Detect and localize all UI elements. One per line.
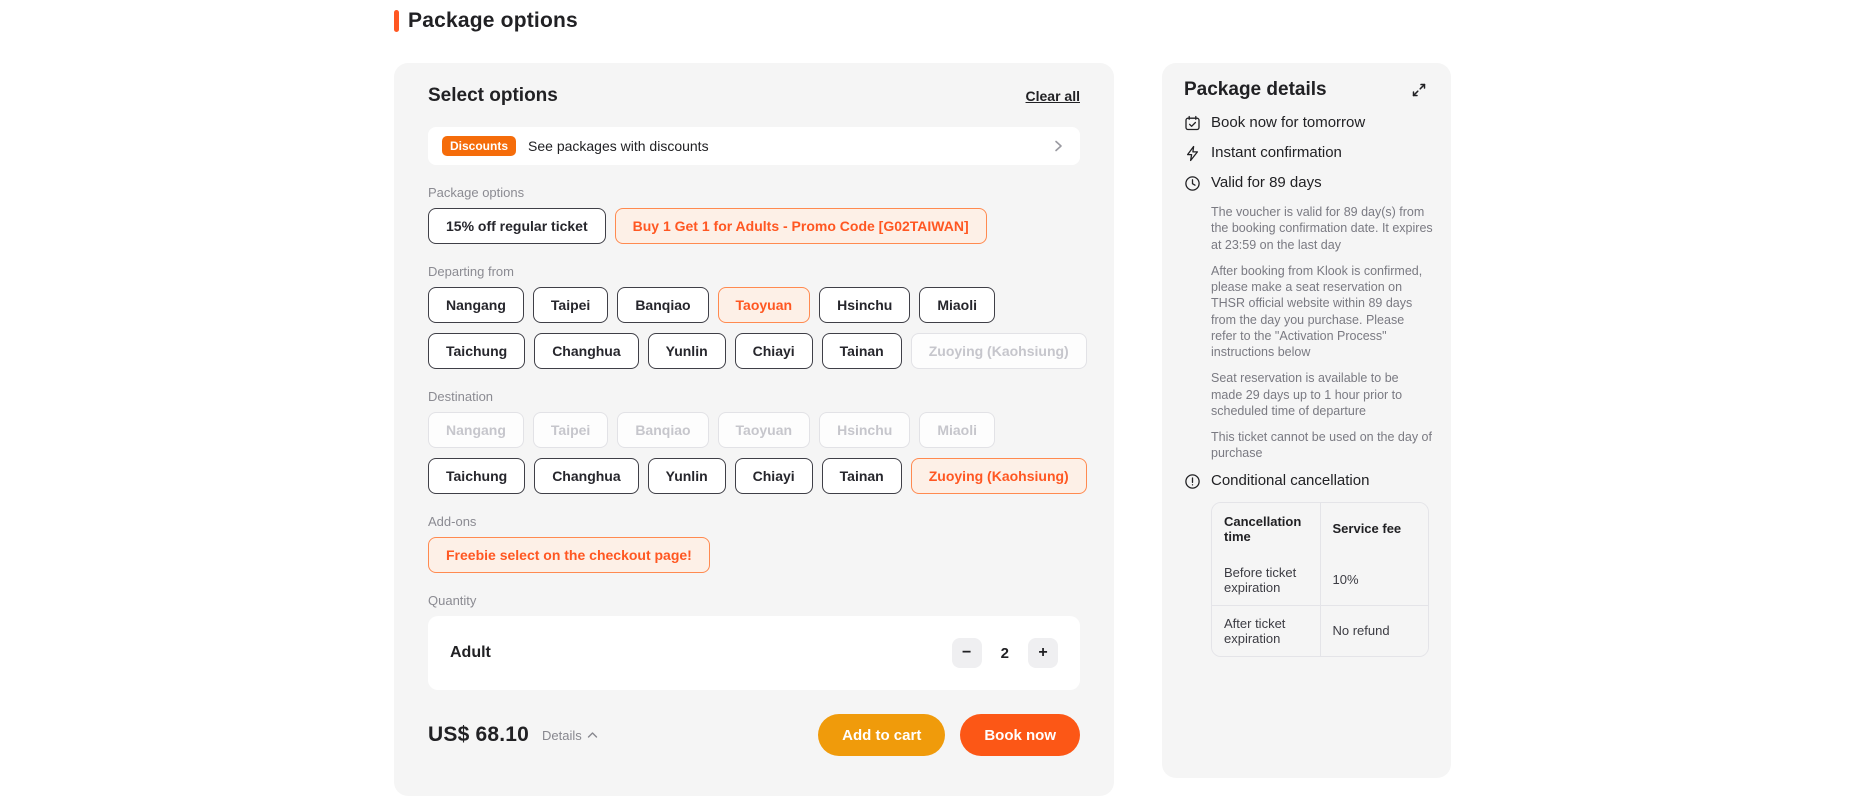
chip-zuoying-kaohsiung: Zuoying (Kaohsiung) bbox=[911, 333, 1087, 369]
package-details-panel bbox=[1162, 63, 1451, 778]
total-price: US$ 68.10 bbox=[428, 723, 530, 746]
chip-zuoying-kaohsiung[interactable]: Zuoying (Kaohsiung) bbox=[911, 458, 1087, 494]
add-to-cart-button[interactable]: Add to cart bbox=[818, 714, 945, 756]
ticket-type-label: Adult bbox=[450, 644, 491, 661]
table-row bbox=[1212, 605, 1428, 656]
chip-freebie-select-on-the-checkout-page[interactable]: Freebie select on the checkout page! bbox=[428, 537, 710, 573]
chip-chiayi[interactable]: Chiayi bbox=[735, 333, 813, 369]
table-cell: 10% bbox=[1320, 555, 1428, 606]
title-accent-bar bbox=[394, 10, 399, 32]
chip-miaoli[interactable]: Miaoli bbox=[919, 287, 995, 323]
quantity-label: Quantity bbox=[428, 593, 477, 608]
chip-taipei: Taipei bbox=[533, 412, 608, 448]
page-title: Package options bbox=[408, 9, 578, 32]
quantity-decrease-button[interactable]: − bbox=[952, 638, 982, 668]
group-add-ons bbox=[428, 514, 1080, 573]
clock-icon bbox=[1184, 175, 1201, 192]
table-cell: After ticket expiration bbox=[1224, 615, 1286, 646]
group-destination bbox=[428, 389, 1080, 494]
calendar-check-icon bbox=[1184, 115, 1201, 132]
select-options-panel bbox=[394, 63, 1114, 796]
chip-nangang[interactable]: Nangang bbox=[428, 287, 524, 323]
feature-text: Conditional cancellation bbox=[1211, 471, 1370, 489]
feature-text: Book now for tomorrow bbox=[1211, 114, 1366, 131]
table-header-cancellation-time: Cancellation time bbox=[1224, 513, 1302, 544]
chip-banqiao[interactable]: Banqiao bbox=[617, 287, 708, 323]
group-package-options bbox=[428, 185, 1080, 244]
table-header-service-fee: Service fee bbox=[1320, 503, 1428, 555]
chip-taichung[interactable]: Taichung bbox=[428, 333, 525, 369]
chip-taoyuan: Taoyuan bbox=[718, 412, 811, 448]
feature-text: Instant confirmation bbox=[1211, 144, 1342, 161]
discounts-badge: Discounts bbox=[442, 136, 516, 156]
group-departing-from bbox=[428, 264, 1080, 369]
price-details-label: Details bbox=[542, 727, 582, 743]
table-cell: Before ticket expiration bbox=[1212, 555, 1320, 606]
chip-changhua[interactable]: Changhua bbox=[534, 333, 638, 369]
description-paragraph: Seat reservation is available to be made 29 days up to 1 hour prior to scheduled time of departure bbox=[1211, 371, 1403, 418]
chip-15-off-regular-ticket[interactable]: 15% off regular ticket bbox=[428, 208, 606, 244]
chip-hsinchu[interactable]: Hsinchu bbox=[819, 287, 910, 323]
chip-chiayi[interactable]: Chiayi bbox=[735, 458, 813, 494]
select-options-title: Select options bbox=[428, 85, 558, 106]
table-cell: No refund bbox=[1320, 605, 1428, 656]
quantity-stepper bbox=[952, 638, 1058, 668]
chip-yunlin[interactable]: Yunlin bbox=[648, 333, 726, 369]
package-details-title: Package details bbox=[1184, 79, 1327, 100]
discounts-text: See packages with discounts bbox=[528, 138, 709, 154]
lightning-icon bbox=[1184, 145, 1201, 162]
chip-tainan[interactable]: Tainan bbox=[822, 458, 902, 494]
chip-taoyuan[interactable]: Taoyuan bbox=[718, 287, 811, 323]
group-label: Destination bbox=[428, 389, 494, 404]
book-now-button[interactable]: Book now bbox=[960, 714, 1080, 756]
price-details-toggle[interactable] bbox=[542, 728, 598, 743]
group-label: Add-ons bbox=[428, 514, 477, 529]
chip-hsinchu: Hsinchu bbox=[819, 412, 910, 448]
discounts-banner[interactable] bbox=[428, 127, 1080, 165]
feature-conditional-cancellation bbox=[1184, 472, 1429, 490]
chip-taichung[interactable]: Taichung bbox=[428, 458, 525, 494]
cancellation-table bbox=[1211, 502, 1429, 657]
chip-buy-1-get-1-for-adults-promo-code-g02taiwan[interactable]: Buy 1 Get 1 for Adults - Promo Code [G02TAIWAN] bbox=[615, 208, 987, 244]
expand-icon[interactable] bbox=[1409, 80, 1429, 100]
description-paragraph: After booking from Klook is confirmed, please make a seat reservation on THSR official website within 89 days from the day you purchase. Please refer to the "Activation Process" instructions below bbox=[1211, 263, 1423, 359]
feature-text: Valid for 89 days bbox=[1211, 174, 1322, 191]
quantity-value: 2 bbox=[1000, 644, 1009, 662]
clear-all-link[interactable]: Clear all bbox=[1025, 88, 1080, 104]
chip-changhua[interactable]: Changhua bbox=[534, 458, 638, 494]
table-row bbox=[1212, 555, 1428, 606]
feature-validity bbox=[1184, 174, 1429, 192]
quantity-row bbox=[428, 616, 1080, 690]
chip-banqiao: Banqiao bbox=[617, 412, 708, 448]
chip-yunlin[interactable]: Yunlin bbox=[648, 458, 726, 494]
chip-tainan[interactable]: Tainan bbox=[822, 333, 902, 369]
description-paragraph: The voucher is valid for 89 day(s) from the booking confirmation date. It expires at 23:59 on the last day bbox=[1211, 205, 1433, 252]
description-paragraph: This ticket cannot be used on the day of purchase bbox=[1211, 430, 1432, 461]
alert-circle-icon bbox=[1184, 473, 1201, 490]
group-label: Package options bbox=[428, 185, 525, 200]
feature-book-tomorrow bbox=[1184, 114, 1429, 132]
page-title-row bbox=[394, 9, 578, 33]
quantity-increase-button[interactable]: + bbox=[1028, 638, 1058, 668]
chip-miaoli: Miaoli bbox=[919, 412, 995, 448]
feature-instant-confirmation bbox=[1184, 144, 1429, 162]
chip-taipei[interactable]: Taipei bbox=[533, 287, 608, 323]
chevron-right-icon bbox=[1050, 138, 1066, 154]
group-label: Departing from bbox=[428, 264, 514, 279]
chip-nangang: Nangang bbox=[428, 412, 524, 448]
validity-description bbox=[1211, 204, 1433, 462]
caret-up-icon bbox=[587, 731, 598, 739]
